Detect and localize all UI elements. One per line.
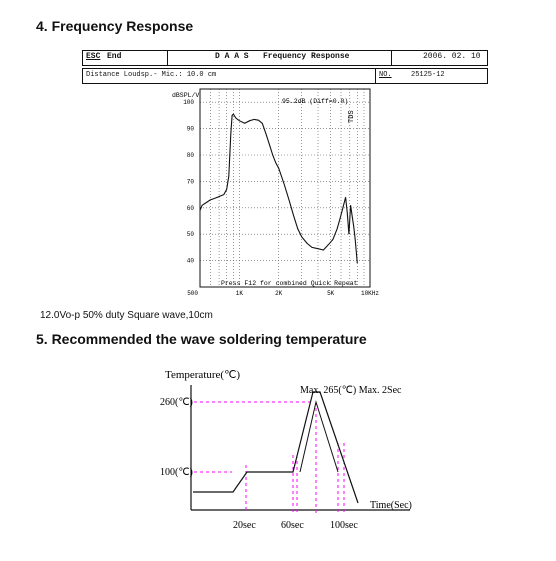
x-tick-label: 2K — [275, 290, 283, 297]
temperature-axis-label: Temperature(℃) — [165, 369, 241, 381]
y-axis-unit: dBSPL/V — [172, 92, 200, 99]
temp-100-label: 100(℃) — [160, 467, 193, 478]
test-condition-note: 12.0Vo-p 50% duty Square wave,10cm — [40, 310, 213, 321]
temp-260-label: 260(℃) — [160, 397, 193, 408]
y-tick-label: 90 — [186, 125, 194, 133]
soldering-profile-diagram — [0, 355, 556, 555]
y-tick-label: 80 — [186, 152, 194, 159]
section-5-heading: 5. Recommended the wave soldering temperature — [36, 331, 367, 347]
y-tick-label: 40 — [186, 257, 194, 265]
side-label: TDS — [348, 110, 356, 123]
no-value: 25125-12 — [411, 71, 445, 79]
x-tick-label: 1K — [235, 290, 243, 297]
temperature-profile-inner — [300, 402, 338, 472]
readout-text: 95.2dB (Diff=0.0) — [282, 98, 349, 105]
no-label: NO. — [379, 71, 392, 79]
end-button[interactable]: End — [107, 52, 122, 61]
time-60sec-label: 60sec — [281, 520, 304, 531]
x-tick-label: 500 — [187, 290, 198, 297]
date-label: 2006. 02. 10 — [423, 52, 481, 61]
time-axis-label: Time(Sec) — [370, 500, 412, 511]
section-4-heading: 4. Frequency Response — [36, 18, 194, 34]
time-20sec-label: 20sec — [233, 520, 256, 531]
temperature-profile-line — [193, 392, 358, 503]
y-tick-label: 60 — [186, 204, 194, 212]
press-f12-text: Press F12 for combined Quick Repeat — [221, 280, 358, 287]
app-title: D A A S Frequency Response — [215, 52, 350, 61]
esc-key-label: ESC — [86, 52, 101, 61]
x-tick-label: 10KHz — [360, 290, 380, 297]
x-tick-label: 5K — [327, 290, 335, 297]
peak-label: Max. 265(℃) Max. 2Sec — [300, 385, 402, 396]
y-tick-label: 70 — [186, 178, 194, 186]
time-100sec-label: 100sec — [330, 520, 358, 531]
y-tick-label: 100 — [183, 99, 194, 107]
distance-label: Distance Loudsp.- Mic.: 10.0 cm — [86, 71, 217, 79]
y-tick-label: 50 — [186, 231, 194, 239]
